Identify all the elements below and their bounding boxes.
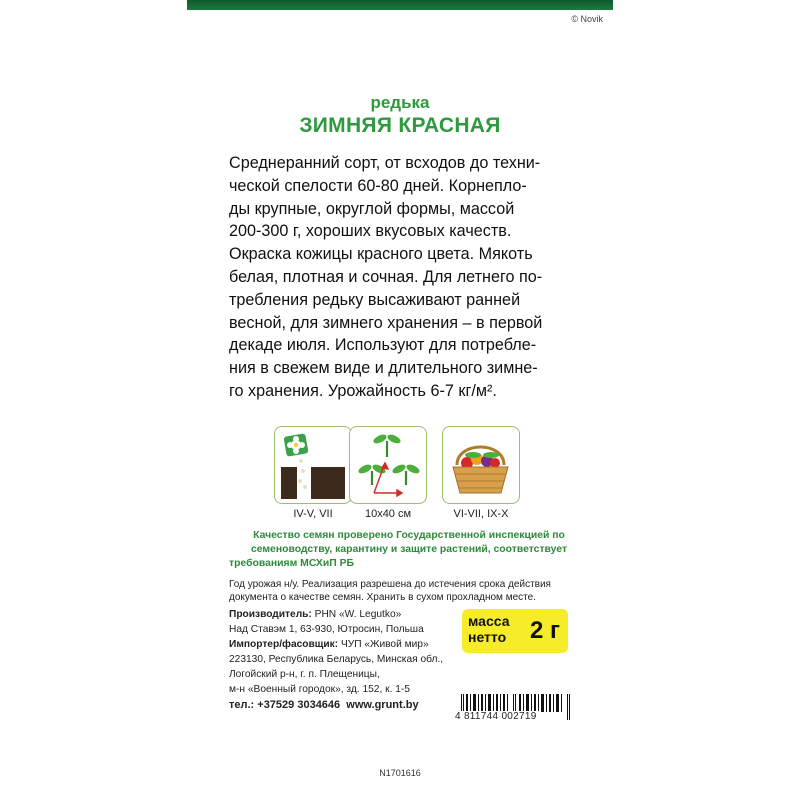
batch-code: N1701616 [379, 768, 421, 778]
net-weight-badge [462, 609, 568, 653]
net-weight-label: масса нетто [468, 613, 510, 645]
importer-name: ЧУП «Живой мир» [338, 639, 429, 650]
spacing-value: 10x40 см [364, 508, 412, 520]
harvest-basket-icon [442, 426, 520, 504]
copyright: © Novik [571, 14, 603, 24]
sowing-period: IV-V, VII [293, 508, 333, 520]
description-line: ческой спелости 60-80 дней. Корнепло- [229, 176, 527, 195]
importer-address-line: м-н «Военный городок», зд. 152, к. 1-5 [229, 684, 410, 695]
description-line: требления редьку высаживают ранней [229, 290, 521, 309]
quality-line: Качество семян проверено Государственной инспекцией по [253, 530, 565, 541]
validity-line: документа о качестве семян. Хранить в сухом прохладном месте. [229, 592, 536, 603]
importer-address-line: 223130, Республика Беларусь, Минская обл., [229, 654, 444, 665]
crop-kind: редька [370, 93, 430, 112]
spacing-icon [349, 426, 427, 504]
top-green-bar [187, 0, 613, 10]
description-line: го хранения. Урожайность 6-7 кг/м². [229, 381, 497, 400]
quality-line: требованиям МСХиП РБ [229, 558, 355, 569]
description-line: весной, для зимнего хранения – в первой [229, 313, 543, 332]
producer-label: Производитель: [229, 609, 312, 620]
importer-label: Импортер/фасовщик: [229, 639, 339, 650]
contacts: тел.: +37529 3034646 www.grunt.by [229, 699, 419, 711]
description-line: белая, плотная и сочная. Для летнего по- [229, 267, 543, 286]
variety-title: ЗИМНЯЯ КРАСНАЯ [299, 114, 501, 137]
validity-line: Год урожая н/у. Реализация разрешена до истечения срока действия [229, 579, 551, 590]
description-line: ния в свежем виде и длительного зимне- [229, 359, 538, 378]
description-line: Среднеранний сорт, от всходов до техни- [229, 154, 541, 172]
quality-statement [229, 529, 589, 571]
seed-packet [187, 0, 613, 800]
description [229, 152, 569, 403]
validity-note [229, 578, 589, 604]
manufacturer-info [229, 607, 489, 697]
producer-address: Над Ставэм 1, 63-930, Ютросин, Польша [229, 624, 424, 635]
pictogram-row [187, 426, 613, 526]
description-line: ды крупные, округлой формы, массой [229, 199, 515, 218]
sowing-icon [274, 426, 352, 504]
importer-address-line: Логойский р-н, г. п. Плещеницы, [229, 669, 380, 680]
net-weight-value: 2 г [529, 617, 560, 644]
producer-name: PHN «W. Legutko» [311, 609, 402, 620]
quality-line: семеноводству, карантину и защите растений, соответствует [250, 544, 568, 555]
description-line: декаде июля. Используют для потребле- [229, 336, 537, 355]
barcode-number: 4 811744 002719 [455, 711, 537, 722]
harvest-period: VI-VII, IX-X [453, 508, 509, 520]
description-line: Окраска кожицы красного цвета. Мякоть [229, 245, 533, 264]
description-line: 200-300 г, хороших вкусовых качеств. [229, 222, 512, 241]
